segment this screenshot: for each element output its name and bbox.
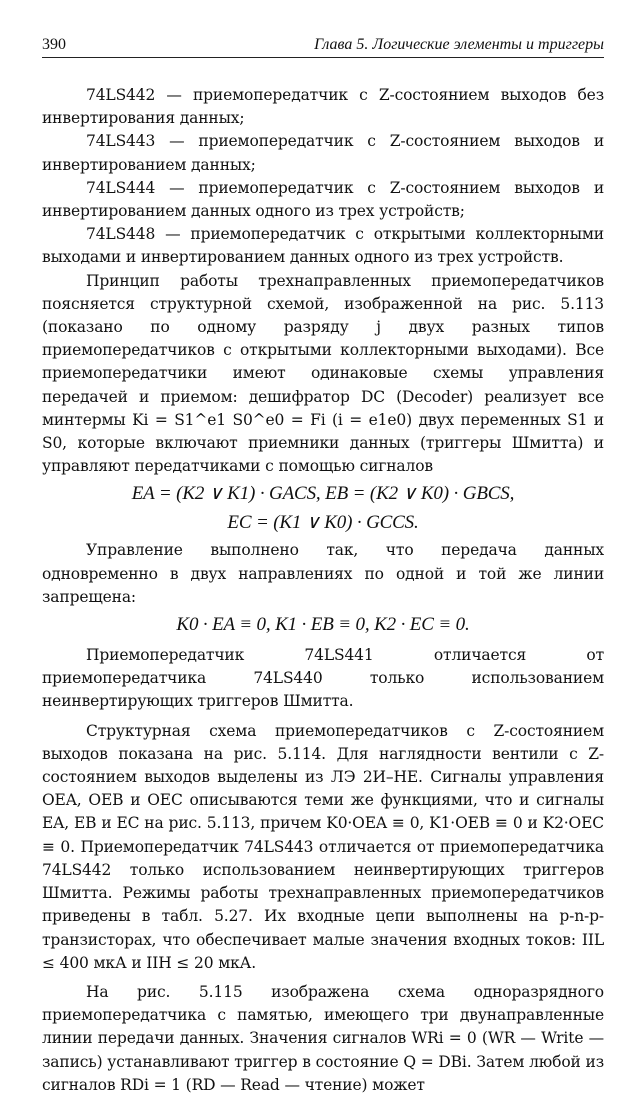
list-item: 74LS444 — приемопередатчик с Z-состоянием выходов и инвертированием данных одного из трех устройств;	[42, 178, 604, 221]
formula-ea-eb: EA = (K2 ∨ K1) · GACS, EB = (K2 ∨ K0) · GBCS,	[131, 483, 515, 505]
page-number: 390	[42, 36, 66, 53]
paragraph-principle: Принцип работы трехнаправленных приемопередатчиков поясняется структурной схемой, изображенной на рис. 5.113 (показано по одному разряду j двух разных типов приемопередатчиков с открытыми коллекторными выходами). Все приемопередатчики имеют одинаковые схемы управления передачей и приемом: дешифратор DC (Decoder) реализует все минтермы Ki = S1^e1 S0^e0 = Fi (i = e1e0) двух переменных S1 и S0, которые включают приемники данных (триггеры Шмитта) и управляют передатчиками с помощью сигналов	[42, 271, 604, 476]
paragraph-z-state: Структурная схема приемопередатчиков с Z-состоянием выходов показана на рис. 5.114. Для наглядности вентили с Z-состоянием выходов выделены из ЛЭ 2И–НЕ. Сигналы управления OEA, OEB и OEC описываются теми же функциями, что и сигналы EA, EB и EC на рис. 5.113, причем K0·OEA ≡ 0, K1·OEB ≡ 0 и K2·OEC ≡ 0. Приемопередатчик 74LS443 отличается от приемопередатчика 74LS442 только использованием неинвертирующих триггеров Шмитта. Режимы работы трехнаправленных приемопередатчиков приведены в табл. 5.27. Их входные цепи выполнены на p-n-p-транзисторах, что обеспечивает малые значения входных токов: IIL ≤ 400 мкА и IIH ≤ 20 мкА.	[42, 721, 604, 972]
formula-ec: EC = (K1 ∨ K0) · GCCS.	[227, 512, 419, 534]
running-header	[42, 36, 604, 58]
paragraph-fig-5-115: На рис. 5.115 изображена схема одноразрядного приемопередатчика с памятью, имеющего три двунаправленные линии передачи данных. Значения сигналов WRi = 0 (WR — Write — запись) устанавливают триггер в состояние Q = DBi. Затем любой из сигналов RDi = 1 (RD — Read — чтение) может	[42, 982, 604, 1094]
paragraph-control: Управление выполнено так, что передача данных одновременно в двух направлениях по одной и той же линии запрещена:	[42, 541, 604, 606]
document-page	[42, 36, 604, 1097]
list-item: 74LS442 — приемопередатчик с Z-состоянием выходов без инвертирования данных;	[42, 86, 604, 128]
list-item: 74LS448 — приемопередатчик с открытыми коллекторными выходами и инвертированием данных одного из трех устройств.	[42, 225, 604, 267]
list-item: 74LS443 — приемопередатчик с Z-состоянием выходов и инвертированием данных;	[42, 132, 604, 174]
formula-prohibit: K0 · EA ≡ 0, K1 · EB ≡ 0, K2 · EC ≡ 0.	[176, 614, 470, 636]
paragraph-74ls441: Приемопередатчик 74LS441 отличается от приемопередатчика 74LS440 только использованием неинвертирующих триггеров Шмитта.	[42, 646, 604, 711]
body-text	[42, 84, 604, 1097]
chapter-title: Глава 5. Логические элементы и триггеры	[314, 36, 604, 53]
